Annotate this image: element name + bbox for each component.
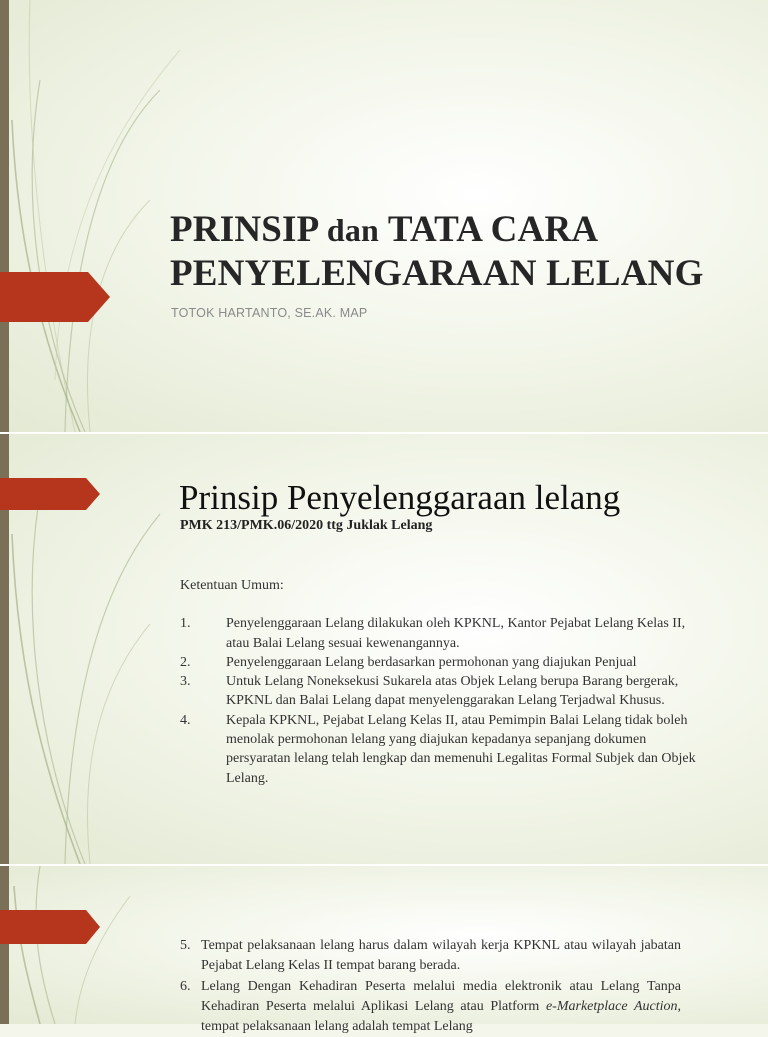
list-item: 4. Kepala KPKNL, Pejabat Lelang Kelas II, atau Pemimpin Balai Lelang tidak boleh menolak permohonan lelang yang diajukan kepadanya sepanjang dokumen persyaratan lelang telah lengkap dan memenuhi Legalitas Formal Subjek dan Objek Lelang. <box>180 712 696 786</box>
arrow-shape <box>0 272 110 322</box>
slide-subtitle: TOTOK HARTANTO, SE.AK. MAP <box>171 306 368 320</box>
section-heading: Ketentuan Umum: <box>180 578 284 593</box>
slide-title: PRINSIP dan TATA CARA PENYELENGARAAN LELANG <box>170 209 704 294</box>
slide-1 <box>0 0 768 432</box>
list-item: 1. Penyelenggaraan Lelang dilakukan oleh KPKNL, Kantor Pejabat Lelang Kelas II, atau Balai Lelang sesuai kewenangannya. <box>180 616 686 651</box>
list-item: 2. Penyelenggaraan Lelang berdasarkan permohonan yang diajukan Penjual <box>180 654 637 670</box>
list-item: 6. Lelang Dengan Kehadiran Peserta melalui media elektronik atau Lelang Tanpa Kehadiran Peserta melalui Aplikasi Lelang atau Platform e-Marketplace Auction, tempat pelaksanaan lelang adalah tempat Lelang <box>180 978 681 1035</box>
slide-subtitle: PMK 213/PMK.06/2020 ttg Juklak Lelang <box>180 518 433 533</box>
slide-title: Prinsip Penyelenggaraan lelang <box>179 478 621 517</box>
decorative-curves <box>0 866 200 1024</box>
list-item: 3. Untuk Lelang Noneksekusi Sukarela atas Objek Lelang berupa Barang bergerak, KPKNL dan Balai Lelang dapat menyelenggarakan Lelang Terjadwal Khusus. <box>180 674 679 709</box>
list-item: 5. Tempat pelaksanaan lelang harus dalam wilayah kerja KPKNL atau wilayah jabatan Pejabat Lelang Kelas II tempat barang berada. <box>180 938 681 974</box>
slide-body <box>180 936 681 1037</box>
slide-body <box>180 576 700 788</box>
arrow-shape <box>0 478 100 510</box>
arrow-shape <box>0 910 100 944</box>
